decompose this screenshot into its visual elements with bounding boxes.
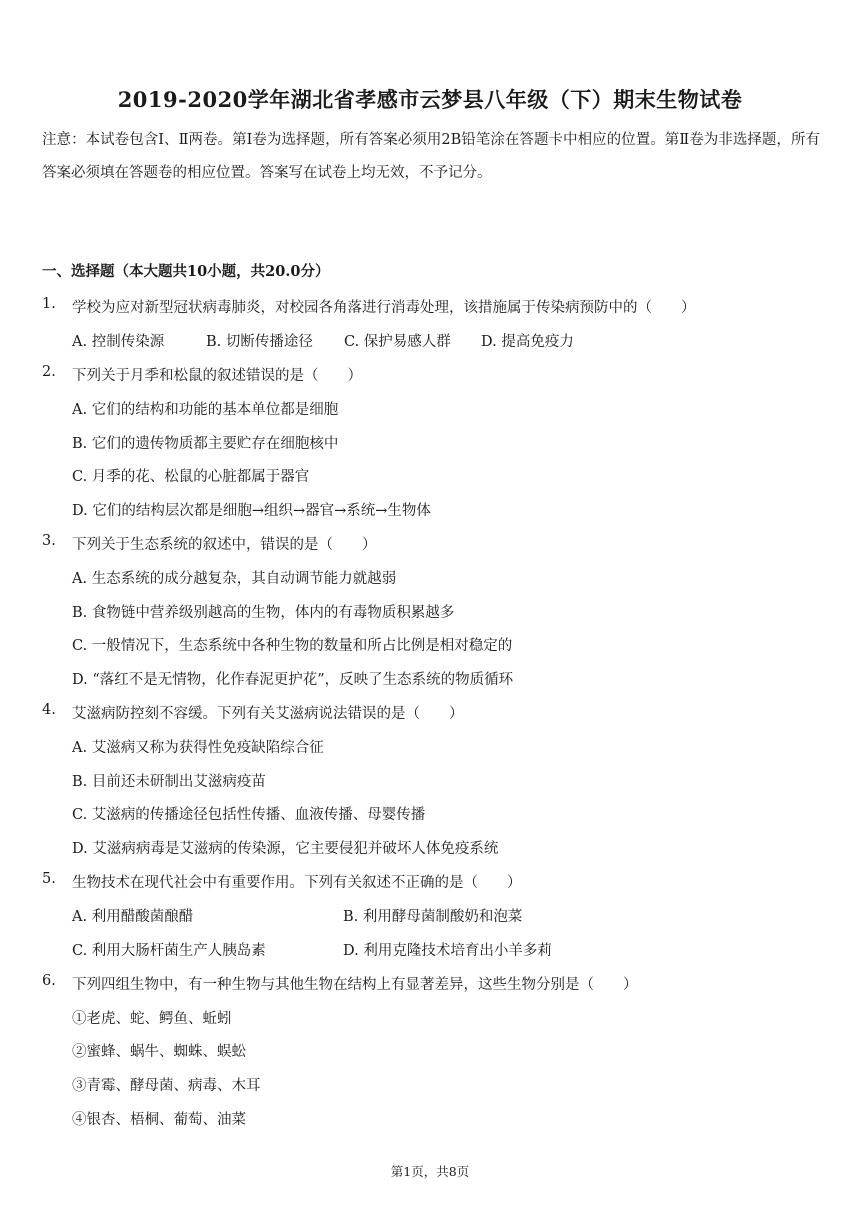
group-4: ④银杏、梧桐、葡萄、油菜 [72, 1112, 246, 1128]
option-b: B. 目前还未研制出艾滋病疫苗 [72, 774, 266, 790]
option-b: B. 食物链中营养级别越高的生物，体内的有毒物质积累越多 [72, 605, 455, 621]
option-d: D. 艾滋病病毒是艾滋病的传染源，它主要侵犯并破坏人体免疫系统 [72, 841, 499, 857]
question-number: 2. [42, 364, 56, 380]
group-2: ②蜜蜂、蜗牛、蜘蛛、蜈蚣 [72, 1044, 246, 1060]
option-d: D. “落红不是无情物，化作春泥更护花”，反映了生态系统的物质循环 [72, 672, 514, 688]
question-number: 6. [42, 973, 56, 989]
option-d: D. 提高免疫力 [481, 334, 574, 350]
question-text: 下列四组生物中，有一种生物与其他生物在结构上有显著差异，这些生物分别是（ ） [72, 977, 638, 993]
option-a: A. 艾滋病又称为获得性免疫缺陷综合征 [72, 740, 324, 756]
option-c: C. 月季的花、松鼠的心脏都属于器官 [72, 469, 310, 485]
question-text: 下列关于生态系统的叙述中，错误的是（ ） [72, 537, 377, 553]
option-d: D. 利用克隆技术培育出小羊多莉 [343, 943, 552, 959]
option-c: C. 一般情况下，生态系统中各种生物的数量和所占比例是相对稳定的 [72, 638, 513, 654]
page-title: 2019-2020学年湖北省孝感市云梦县八年级（下）期末生物试卷 [117, 87, 743, 112]
option-b: B. 切断传播途径 [206, 334, 313, 350]
option-a: A. 它们的结构和功能的基本单位都是细胞 [72, 402, 339, 418]
option-b: B. 利用酵母菌制酸奶和泡菜 [343, 909, 523, 925]
section-heading: 一、选择题（本大题共10小题，共20.0分） [42, 263, 330, 280]
question-text: 艾滋病防控刻不容缓。下列有关艾滋病说法错误的是（ ） [72, 706, 464, 722]
option-a: A. 生态系统的成分越复杂，其自动调节能力就越弱 [72, 571, 397, 587]
option-c: C. 艾滋病的传播途径包括性传播、血液传播、母婴传播 [72, 807, 426, 823]
question-text: 学校为应对新型冠状病毒肺炎，对校园各角落进行消毒处理，该措施属于传染病预防中的（ ） [72, 300, 696, 316]
question-text: 下列关于月季和松鼠的叙述错误的是（ ） [72, 368, 362, 384]
option-c: C. 保护易感人群 [344, 334, 451, 350]
option-b: B. 它们的遗传物质都主要贮存在细胞核中 [72, 436, 339, 452]
option-a: A. 利用醋酸菌酿醋 [72, 909, 194, 925]
question-number: 5. [42, 871, 56, 887]
question-number: 4. [42, 702, 56, 718]
option-a: A. 控制传染源 [72, 334, 165, 350]
question-number: 3. [42, 533, 56, 549]
exam-notice: 注意：本试卷包含Ⅰ、Ⅱ两卷。第Ⅰ卷为选择题，所有答案必须用2B铅笔涂在答题卡中相应的位置。第Ⅱ卷为非选择题，所有答案必须填在答题卷的相应位置。答案写在试卷上均无效，不予记分。 [42, 132, 820, 181]
option-c: C. 利用大肠杆菌生产人胰岛素 [72, 943, 266, 959]
option-d: D. 它们的结构层次都是细胞→组织→器官→系统→生物体 [72, 503, 431, 519]
group-3: ③青霉、酵母菌、病毒、木耳 [72, 1078, 261, 1094]
page-footer: 第1页，共8页 [390, 1164, 470, 1179]
question-number: 1. [42, 296, 56, 312]
group-1: ①老虎、蛇、鳄鱼、蚯蚓 [72, 1011, 232, 1027]
question-text: 生物技术在现代社会中有重要作用。下列有关叙述不正确的是（ ） [72, 875, 522, 891]
